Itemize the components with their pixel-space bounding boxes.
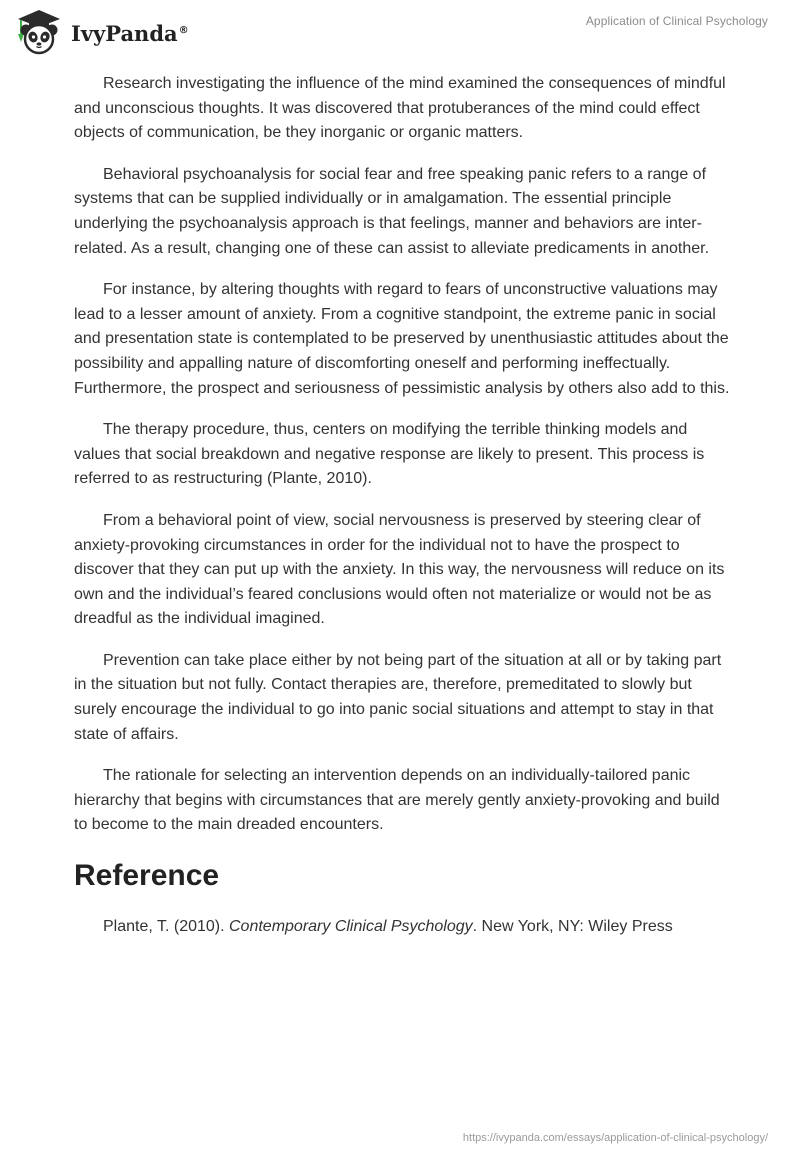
paragraph: From a behavioral point of view, social nervousness is preserved by steering clear of anxiety-provoking circumstances in order for the individual not to have the prospect to discover that they can put up with the anxiety. In this way, the nervousness will reduce on its own and the individual’s feared conclusions would often not materialize or would not be as dreadful as the individual imagined. xyxy=(74,511,725,628)
paragraph: For instance, by altering thoughts with regard to fears of unconstructive valuations may lead to a lesser amount of anxiety. From a cognitive standpoint, the extreme panic in social and presentation state is contemplated to be preserved by unenthusiastic attitudes about the possibility and appalling nature of discomforting oneself and performing ineffectually. Furthermore, the prospect and seriousness of pessimistic analysis by others also add to this. xyxy=(74,281,730,397)
reference-entry xyxy=(74,915,734,939)
reference-heading: Reference xyxy=(74,859,220,893)
paragraph: Behavioral psychoanalysis for social fear and free speaking panic refers to a range of systems that can be supplied individually or in amalgamation. The essential principle underlying the psychoanalysis approach is that feelings, manner and behaviors are inter-related. As a result, changing one of these can assist to alleviate predicaments in another. xyxy=(74,165,710,257)
source-url[interactable]: https://ivypanda.com/essays/application-of-clinical-psychology/ xyxy=(462,1132,768,1144)
paragraph: Research investigating the influence of the mind examined the consequences of mindful and unconscious thoughts. It was discovered that protuberances of the mind could effect objects of communication, be they inorganic or organic matters. xyxy=(74,75,726,142)
paragraph: Prevention can take place either by not being part of the situation at all or by taking part in the situation but not fully. Contact therapies are, therefore, premeditated to slowly but surely encourage the individual to go into panic social situations and attempt to stay in that state of affairs. xyxy=(74,651,722,743)
registered-mark: ® xyxy=(178,24,189,36)
document-title: Application of Clinical Psychology xyxy=(585,14,768,28)
logo-wordmark: IvyPanda® xyxy=(71,20,189,46)
panda-graduate-icon xyxy=(14,7,64,57)
reference-publisher: . New York, NY: Wiley Press xyxy=(472,918,673,936)
reference-author: Plante, T. (2010). xyxy=(103,918,229,936)
logo[interactable] xyxy=(14,7,189,57)
reference-title: Contemporary Clinical Psychology xyxy=(229,918,473,936)
essay-body xyxy=(74,72,734,939)
paragraph: The rationale for selecting an intervention depends on an individually-tailored panic hierarchy that begins with circumstances that are merely gently anxiety-provoking and build to become to the main dreaded encounters. xyxy=(74,767,720,834)
paragraph: The therapy procedure, thus, centers on modifying the terrible thinking models and values that social breakdown and negative response are likely to present. This process is referred to as restructuring (Plante, 2010). xyxy=(74,421,705,488)
page-header xyxy=(0,0,800,60)
